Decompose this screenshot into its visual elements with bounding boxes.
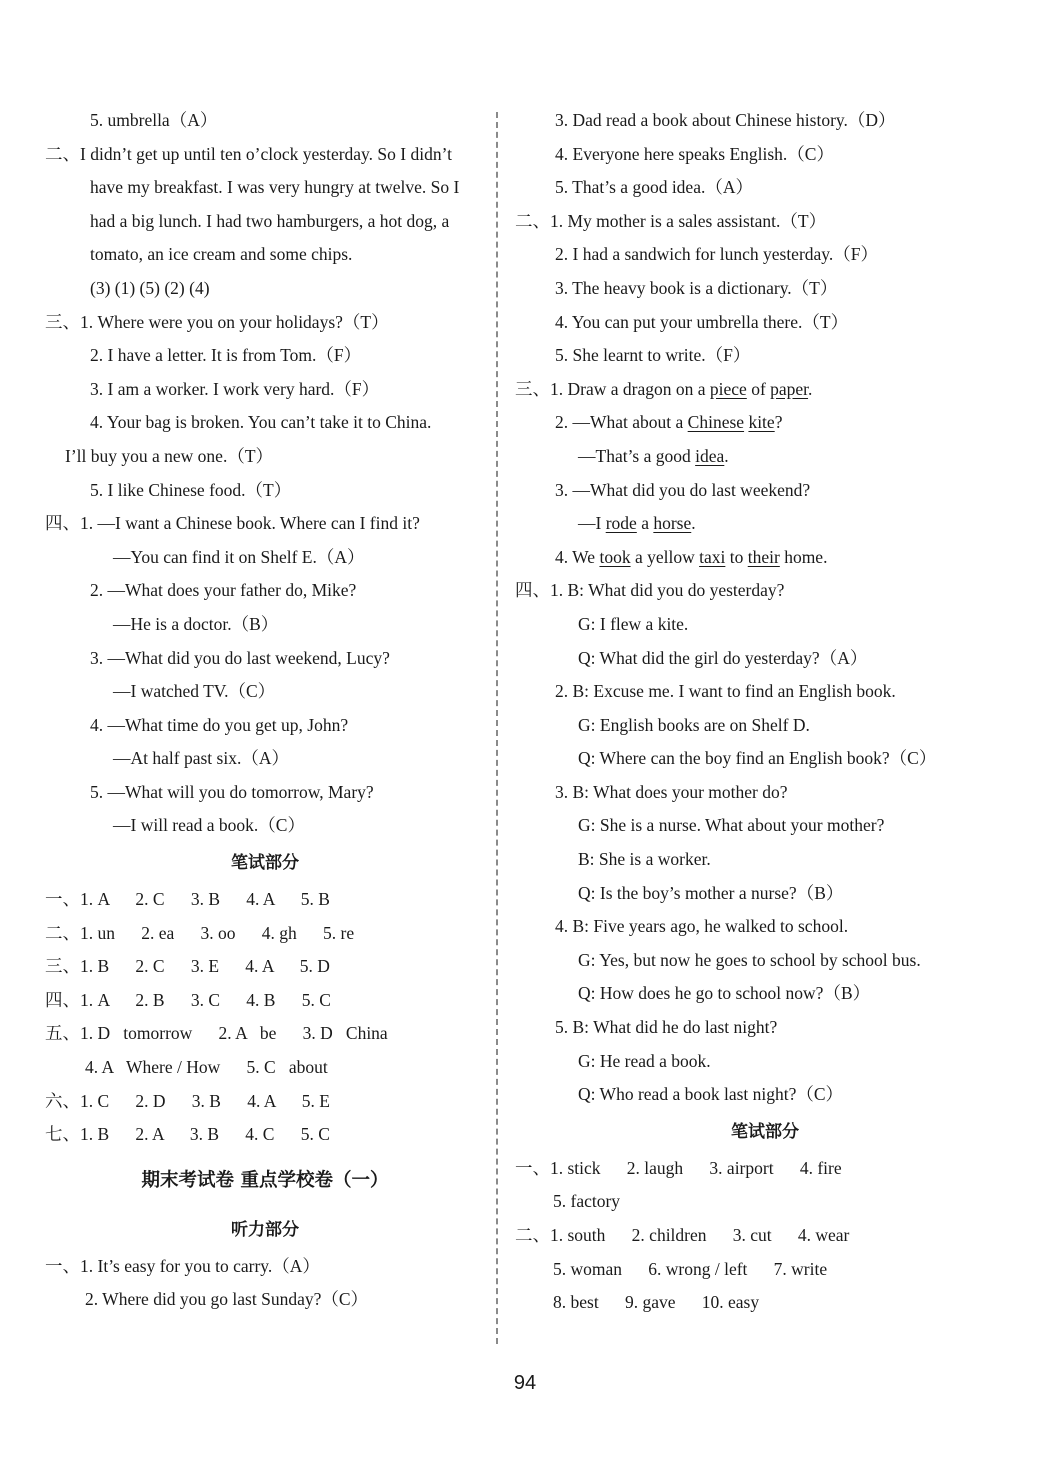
answer-line: Q: Is the boy’s mother a nurse?（B）: [578, 882, 844, 903]
answer-line: —I will read a book.（C）: [113, 815, 305, 836]
line-text: of: [746, 378, 771, 399]
answer-line: 2. Where did you go last Sunday?（C）: [85, 1289, 369, 1310]
answer-line: have my breakfast. I was very hungry at twelve. So I: [90, 177, 460, 198]
answer-line: I’ll buy you a new one.（T）: [65, 445, 274, 466]
answer-line: 五、1. D tomorrow 2. A be 3. D China: [45, 1023, 388, 1044]
underlined-word: kite: [748, 412, 775, 433]
answer-line: 二、1. south 2. children 3. cut 4. wear: [515, 1225, 850, 1245]
section-heading: 笔试部分: [731, 1121, 799, 1142]
answer-line: 4. A Where / How 5. C about: [85, 1057, 328, 1078]
answer-line: 4. —What time do you get up, John?: [90, 714, 349, 735]
answer-line: 5. —What will you do tomorrow, Mary?: [90, 781, 374, 802]
answer-line: 一、1. It’s easy for you to carry.（A）: [45, 1255, 320, 1276]
answer-line: [510, 373, 1020, 407]
answer-line: 5. That’s a good idea.（A）: [555, 177, 753, 198]
answer-line: 三、1. Where were you on your holidays?（T）: [45, 311, 389, 332]
answer-line: 四、1. —I want a Chinese book. Where can I find it?: [45, 513, 420, 534]
answer-line: G: English books are on Shelf D.: [578, 714, 810, 735]
answer-line: (3) (1) (5) (2) (4): [90, 277, 210, 298]
answer-line: [510, 541, 1020, 575]
answer-line: —You can find it on Shelf E.（A）: [113, 546, 365, 567]
answer-line: 5. factory: [553, 1191, 621, 1212]
line-text: 4. We: [555, 546, 600, 567]
answer-line: 5. B: What did he do last night?: [555, 1017, 778, 1038]
answer-line: [510, 507, 1020, 541]
answer-line: 四、1. B: What did you do yesterday?: [515, 580, 785, 601]
answer-line: 四、1. A 2. B 3. C 4. B 5. C: [45, 989, 331, 1010]
answer-line: 3. —What did you do last weekend?: [555, 479, 811, 500]
line-text: to: [725, 546, 748, 567]
underlined-word: idea: [695, 445, 725, 466]
answer-line: 二、1. un 2. ea 3. oo 4. gh 5. re: [45, 922, 355, 943]
column-divider: [496, 112, 498, 1344]
underlined-word: piece: [709, 378, 747, 399]
answer-line: 5. umbrella（A）: [90, 110, 218, 130]
answer-line: had a big lunch. I had two hamburgers, a hot dog, a: [90, 210, 450, 231]
line-text: .: [724, 445, 729, 466]
section-heading: 听力部分: [231, 1219, 299, 1240]
answer-line: 3. The heavy book is a dictionary.（T）: [555, 277, 838, 298]
answer-line: G: I flew a kite.: [578, 613, 689, 634]
answer-line: —At half past six.（A）: [113, 748, 289, 769]
underlined-word: paper: [770, 378, 809, 399]
answer-line: [510, 440, 1020, 474]
line-text: home.: [779, 546, 828, 567]
answer-line: Q: Where can the boy find an English book?（C）: [578, 748, 937, 769]
answer-line: 3. —What did you do last weekend, Lucy?: [90, 647, 390, 668]
answer-line: 3. B: What does your mother do?: [555, 781, 788, 802]
left-column: [45, 104, 485, 1317]
line-text: a: [636, 513, 654, 534]
answer-line: 3. I am a worker. I work very hard.（F）: [90, 378, 380, 399]
answer-line: 三、1. B 2. C 3. E 4. A 5. D: [45, 956, 330, 977]
answer-line: 2. —What does your father do, Mike?: [90, 580, 357, 601]
section-heading: 期末考试卷 重点学校卷（一）: [141, 1169, 389, 1191]
answer-line: G: He read a book.: [578, 1050, 711, 1071]
underlined-word: rode: [605, 513, 637, 534]
answer-line: 5. She learnt to write.（F）: [555, 345, 751, 366]
answer-line: —I watched TV.（C）: [113, 681, 276, 702]
line-text: 三、1. Draw a dragon on a: [515, 378, 710, 399]
underlined-word: taxi: [699, 546, 726, 567]
underlined-word: horse: [653, 513, 692, 534]
section-heading: 笔试部分: [231, 853, 299, 874]
underlined-word: took: [599, 546, 631, 567]
answer-line: 4. B: Five years ago, he walked to school.: [555, 916, 849, 937]
answer-line: 4. Your bag is broken. You can’t take it to China.: [90, 412, 432, 433]
answer-line: 2. I had a sandwich for lunch yesterday.（F）: [555, 244, 879, 265]
answer-line: 一、1. stick 2. laugh 3. airport 4. fire: [515, 1157, 842, 1178]
line-text: —That’s a good: [578, 445, 696, 466]
line-text: —I: [578, 513, 606, 534]
answer-line: tomato, an ice cream and some chips.: [90, 244, 353, 265]
answer-line: 2. I have a letter. It is from Tom.（F）: [90, 345, 362, 366]
answer-line: 4. You can put your umbrella there.（T）: [555, 311, 849, 332]
right-column: [510, 104, 1020, 1320]
answer-line: 六、1. C 2. D 3. B 4. A 5. E: [45, 1090, 330, 1111]
page-number: 94: [513, 1372, 537, 1394]
line-text: a yellow: [630, 546, 700, 567]
line-text: .: [808, 378, 813, 399]
answer-line: 一、1. A 2. C 3. B 4. A 5. B: [45, 889, 330, 910]
answer-line: 二、1. My mother is a sales assistant.（T）: [515, 210, 827, 231]
answer-line: 3. Dad read a book about Chinese history.（D）: [555, 110, 896, 130]
underlined-word: Chinese: [687, 412, 745, 433]
answer-line: 8. best 9. gave 10. easy: [553, 1292, 760, 1313]
answer-line: 2. B: Excuse me. I want to find an English book.: [555, 681, 896, 702]
answer-line: —He is a doctor.（B）: [113, 613, 279, 634]
underlined-word: their: [747, 546, 780, 567]
answer-line: 4. Everyone here speaks English.（C）: [555, 143, 834, 164]
line-text: ?: [774, 412, 783, 433]
answer-line: Q: How does he go to school now?（B）: [578, 983, 871, 1004]
answer-line: Q: Who read a book last night?（C）: [578, 1084, 844, 1105]
answer-line: Q: What did the girl do yesterday?（A）: [578, 647, 868, 668]
line-text: 2. —What about a: [555, 412, 688, 433]
answer-line: 七、1. B 2. A 3. B 4. C 5. C: [45, 1124, 330, 1145]
answer-line: 5. I like Chinese food.（T）: [90, 479, 292, 500]
answer-line: B: She is a worker.: [578, 849, 711, 870]
answer-line: 5. woman 6. wrong / left 7. write: [553, 1258, 828, 1279]
answer-line: 二、I didn’t get up until ten o’clock yesterday. So I didn’t: [45, 143, 452, 164]
answer-line: [510, 406, 1020, 440]
answer-line: G: She is a nurse. What about your mother?: [578, 815, 885, 836]
answer-line: G: Yes, but now he goes to school by school bus.: [578, 949, 921, 970]
line-text: .: [691, 513, 696, 534]
